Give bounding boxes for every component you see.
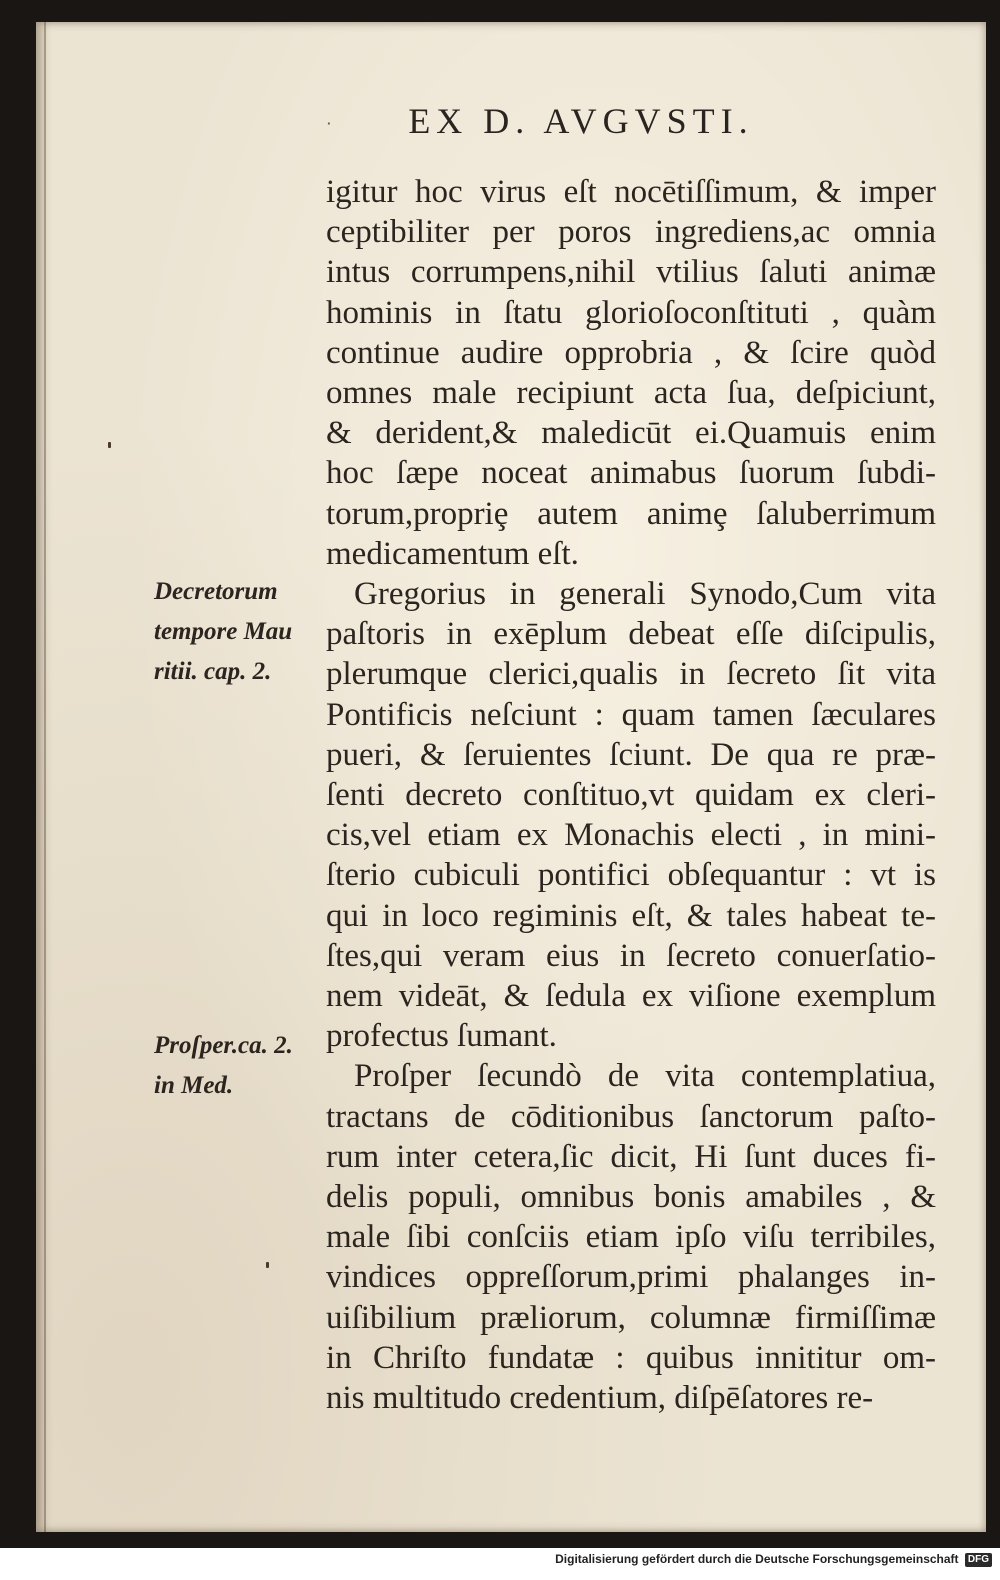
text-line: Pontificis neſciunt : quam tamen ſæculares — [326, 696, 936, 733]
text-line: continue audire opprobria , & ſcire quòd — [326, 334, 936, 371]
margin-note-line: Decretorum — [154, 578, 278, 605]
margin-note-line: Proſper.ca. 2. — [154, 1032, 293, 1059]
ornament-mark: ⋅ — [326, 114, 332, 134]
text-line: male ſibi conſciis etiam ipſo viſu terribiles, — [326, 1219, 936, 1256]
text-line: Gregorius in generali Synodo,Cum vita — [354, 576, 936, 613]
text-line: uiſibilium præliorum, columnæ firmiſſimæ — [326, 1299, 936, 1336]
text-line: plerumque clerici,qualis in ſecreto ſit vita — [326, 656, 936, 693]
paper-speck — [108, 442, 111, 448]
text-line: delis populi, omnibus bonis amabiles , & — [326, 1179, 936, 1216]
body-text — [326, 172, 936, 1418]
text-line: cis,vel etiam ex Monachis electi , in mini- — [326, 817, 936, 854]
text-line: omnes male recipiunt acta ſua, deſpiciunt, — [326, 375, 936, 412]
text-line: profectus ſumant. — [326, 1018, 557, 1055]
digitization-credit — [0, 1550, 1000, 1580]
text-line: medicamentum eſt. — [326, 535, 579, 572]
text-line: qui in loco regiminis eſt, & tales habeat te- — [326, 897, 936, 934]
book-page — [36, 22, 986, 1532]
margin-note-line: in Med. — [154, 1072, 234, 1099]
text-line: vindices oppreſſorum,primi phalanges in- — [326, 1259, 936, 1296]
text-line: Proſper ſecundò de vita contemplatiua, — [354, 1058, 936, 1095]
running-head: EX D. AVGVSTI. — [408, 101, 754, 141]
text-line: nem videāt, & ſedula ex viſione exemplum — [326, 978, 936, 1015]
text-line: nis multitudo credentium, diſpēſatores re- — [326, 1380, 874, 1417]
text-line: intus corrumpens,nihil vtilius ſaluti animæ — [326, 254, 936, 291]
credit-text: Digitalisierung gefördert durch die Deutsche Forschungsgemeinschaft — [555, 1552, 959, 1566]
text-line: ſterio cubiculi pontifici obſequantur : vt is — [326, 857, 936, 894]
text-line: hoc ſæpe noceat animabus ſuorum ſubdi- — [326, 455, 936, 492]
text-line: ceptibiliter per poros ingrediens,ac omnia — [326, 214, 936, 251]
margin-note-line: tempore Mau — [154, 618, 293, 645]
paper-speck — [266, 1262, 269, 1268]
dfg-logo: DFG — [965, 1553, 992, 1567]
text-line: in Chriſto fundatæ : quibus innititur om- — [326, 1339, 936, 1376]
text-line: torum,propriȩ autem animȩ ſaluberrimum — [326, 495, 936, 532]
text-line: ſtes,qui veram eius in ſecreto conuerſatio- — [326, 937, 936, 974]
text-line: hominis in ſtatu glorioſoconſtituti , quàm — [326, 294, 936, 331]
text-line: rum inter cetera,ſic dicit, Hi ſunt duces fi- — [326, 1138, 936, 1175]
page-gutter — [44, 22, 46, 1532]
margin-note-decretorum — [154, 572, 334, 692]
text-line: ſenti decreto conſtituo,vt quidam ex cleri- — [326, 777, 936, 814]
text-line: tractans de cōditionibus ſanctorum paſto- — [326, 1098, 936, 1135]
text-line: pueri, & ſeruientes ſciunt. De qua re præ- — [326, 736, 936, 773]
text-line: & derident,& maledicūt ei.Quamuis enim — [326, 415, 936, 452]
margin-note-line: ritii. cap. 2. — [154, 658, 272, 685]
margin-note-prosper — [154, 1026, 334, 1106]
text-line: igitur hoc virus eſt nocētiſſimum, & imper — [326, 174, 936, 210]
text-line: paſtoris in exēplum debeat eſſe diſcipulis, — [326, 616, 936, 653]
